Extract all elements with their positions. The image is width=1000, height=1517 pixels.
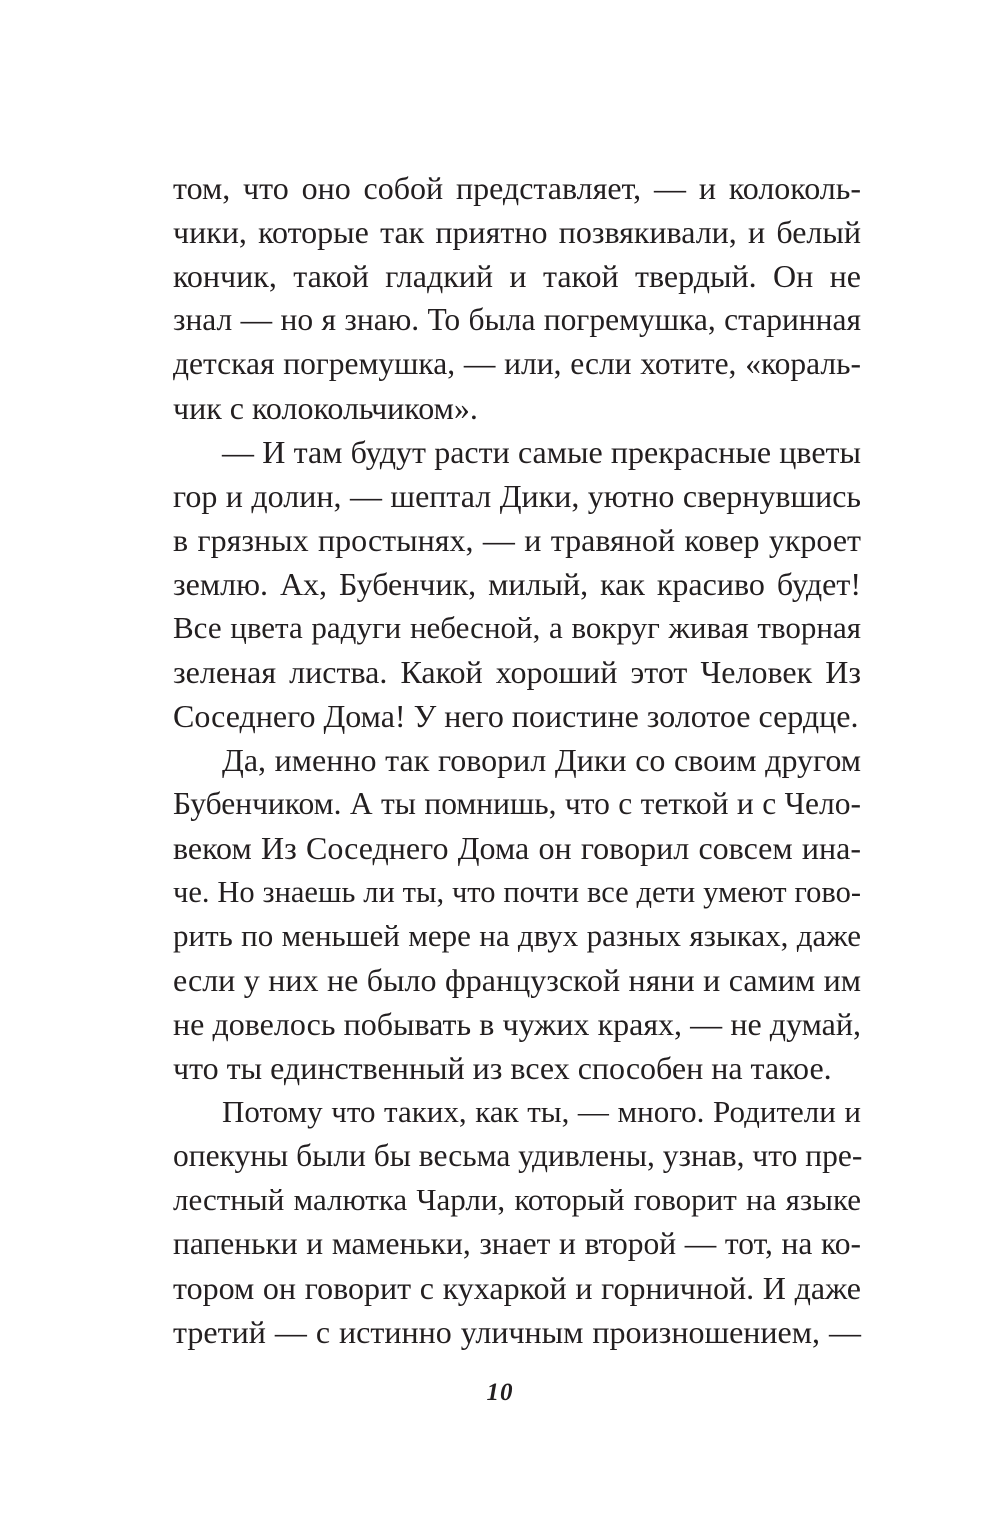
paragraph-3 <box>173 738 861 1090</box>
text-line: гор и долин, — шептал Дики, уютно свернувшись <box>173 478 861 514</box>
paragraph-2 <box>173 430 861 738</box>
text-line: опекуны были бы весьма удивлены, узнав, что пре- <box>173 1138 863 1173</box>
text-line: кончик, такой гладкий и такой твердый. Он не <box>173 258 861 294</box>
text-line: том, что оно собой представляет, — и колоколь- <box>173 170 861 206</box>
text-line: папеньки и маменьки, знает и второй — тот, на ко- <box>173 1226 861 1261</box>
text-line: Соседнего Дома! У него поистине золотое сердце. <box>173 698 859 734</box>
text-line: тором он говорит с кухаркой и горничной. И даже <box>173 1270 861 1306</box>
text-line: рить по меньшей мере на двух разных языках, даже <box>173 918 861 953</box>
text-line: Да, именно так говорил Дики со своим другом <box>222 742 861 778</box>
text-line: че. Но знаешь ли ты, что почти все дети умеют гово- <box>173 875 861 909</box>
text-line: землю. Ах, Бубенчик, милый, как красиво будет! <box>173 566 861 602</box>
text-line: третий — с истинно уличным произношением, — <box>173 1314 861 1350</box>
page-number: 10 <box>486 1379 514 1406</box>
text-line: если у них не было французской няни и самим им <box>173 962 861 998</box>
text-line: Потому что таких, как ты, — много. Родители и <box>222 1094 861 1129</box>
text-line: чики, которые так приятно позвякивали, и белый <box>173 214 861 250</box>
text-line: детская погремушка, — или, если хотите, «кораль- <box>173 346 861 381</box>
text-line: Бубенчиком. А ты помнишь, что с теткой и с Чело- <box>173 786 861 821</box>
body-text <box>173 166 861 1354</box>
text-line: Все цвета радуги небесной, а вокруг живая творная <box>173 610 861 645</box>
text-line: лестный малютка Чарли, который говорит на языке <box>173 1182 861 1217</box>
paragraph-4 <box>173 1090 861 1354</box>
paragraph-1 <box>173 166 861 430</box>
text-line: чик с колокольчиком». <box>173 390 478 426</box>
text-line: что ты единственный из всех способен на такое. <box>173 1050 832 1086</box>
text-line: в грязных простынях, — и травяной ковер укроет <box>173 522 861 558</box>
text-line: не довелось побывать в чужих краях, — не думай, <box>173 1006 861 1042</box>
text-line: знал — но я знаю. То была погремушка, старинная <box>173 302 861 337</box>
text-line: веком Из Соседнего Дома он говорил совсем ина- <box>173 830 861 866</box>
text-line: — И там будут расти самые прекрасные цветы <box>222 434 861 470</box>
text-line: зеленая листва. Какой хороший этот Человек Из <box>173 654 861 690</box>
